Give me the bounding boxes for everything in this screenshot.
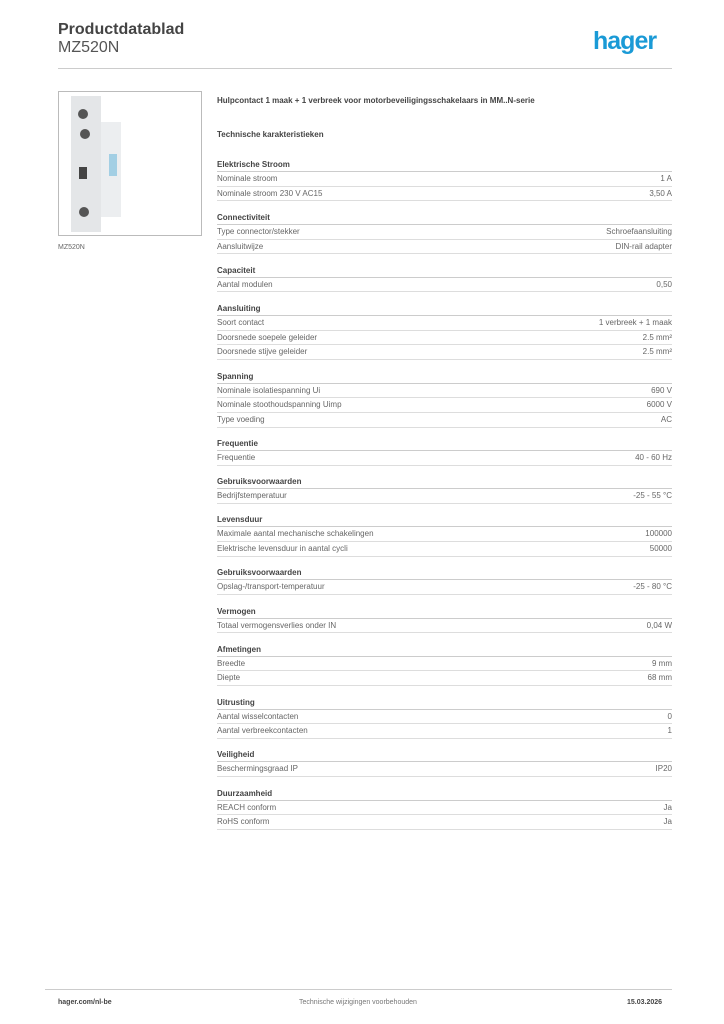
spec-value: Ja: [663, 817, 672, 827]
spec-label: Beschermingsgraad IP: [217, 764, 298, 774]
spec-label: Breedte: [217, 658, 246, 668]
tech-heading: Technische karakteristieken: [217, 130, 324, 139]
spec-label: Nominale stoothoudspanning Uimp: [217, 400, 342, 410]
spec-section: [217, 565, 672, 595]
spec-value: 0: [667, 711, 672, 721]
spec-value: 40 - 60 Hz: [635, 453, 672, 463]
spec-row: [217, 345, 672, 360]
spec-row: [217, 278, 672, 293]
spec-content: [217, 96, 672, 839]
product-description: Hulpcontact 1 maak + 1 verbreek voor motorbeveiligingsschakelaars in MM..N-serie: [217, 96, 535, 105]
spec-row: [217, 240, 672, 255]
spec-section: [217, 474, 672, 504]
footer-divider: [45, 989, 672, 990]
spec-value: 3,50 A: [649, 188, 672, 198]
spec-section: [217, 436, 672, 466]
section-heading: Duurzaamheid: [217, 786, 672, 801]
spec-row: [217, 619, 672, 634]
spec-row: [217, 815, 672, 830]
spec-row: [217, 172, 672, 187]
spec-value: -25 - 55 °C: [633, 491, 672, 501]
spec-value: 2.5 mm²: [642, 332, 672, 342]
spec-value: 0,04 W: [646, 620, 672, 630]
product-image: [58, 91, 202, 236]
spec-value: Schroefaansluiting: [606, 226, 672, 236]
section-heading: Spanning: [217, 369, 672, 384]
section-heading: Capaciteit: [217, 263, 672, 278]
section-heading: Vermogen: [217, 604, 672, 619]
spec-row: [217, 225, 672, 240]
spec-section: [217, 301, 672, 360]
spec-label: Bedrijfstemperatuur: [217, 491, 287, 501]
spec-label: Soort contact: [217, 317, 265, 327]
spec-label: Maximale aantal mechanische schakelingen: [217, 529, 374, 539]
spec-label: Nominale stroom: [217, 174, 278, 183]
spec-section: [217, 786, 672, 830]
spec-value: 50000: [649, 544, 672, 554]
spec-row: [217, 801, 672, 816]
header-divider: [58, 68, 672, 69]
spec-label: Nominale isolatiespanning Ui: [217, 385, 321, 395]
spec-section: [217, 263, 672, 293]
spec-label: Totaal vermogensverlies onder IN: [217, 620, 337, 630]
spec-row: [217, 527, 672, 542]
product-code: MZ520N: [58, 39, 120, 56]
spec-label: Aantal modulen: [217, 279, 273, 289]
spec-row: [217, 671, 672, 686]
spec-label: Aantal wisselcontacten: [217, 711, 299, 721]
spec-row: [217, 762, 672, 777]
spec-label: Opslag-/transport-temperatuur: [217, 582, 325, 592]
section-heading: Aansluiting: [217, 301, 672, 316]
spec-value: 2.5 mm²: [642, 347, 672, 357]
spec-section: [217, 512, 672, 556]
spec-row: [217, 580, 672, 595]
spec-row: [217, 542, 672, 557]
footer-notice: Technische wijzigingen voorbehouden: [299, 999, 417, 1006]
spec-row: [217, 187, 672, 202]
spec-label: Frequentie: [217, 453, 256, 463]
spec-label: Type voeding: [217, 414, 265, 424]
spec-row: [217, 489, 672, 504]
spec-label: Aansluitwijze: [217, 241, 264, 251]
section-heading: Connectiviteit: [217, 210, 672, 225]
spec-label: REACH conform: [217, 802, 277, 812]
spec-section: [217, 604, 672, 634]
spec-row: [217, 316, 672, 331]
section-heading: Veiligheid: [217, 747, 672, 762]
spec-label: Elektrische levensduur in aantal cycli: [217, 544, 348, 554]
footer-date: 15.03.2026: [627, 999, 663, 1006]
spec-row: [217, 384, 672, 399]
spec-value: 9 mm: [652, 658, 672, 668]
spec-label: Diepte: [217, 673, 241, 683]
spec-value: 1 verbreek + 1 maak: [598, 317, 672, 327]
spec-section: [217, 157, 672, 201]
image-caption: MZ520N: [58, 244, 85, 251]
spec-label: RoHS conform: [217, 817, 270, 827]
spec-row: [217, 724, 672, 739]
spec-label: Doorsnede soepele geleider: [217, 332, 318, 342]
spec-label: Nominale stroom 230 V AC15: [217, 188, 323, 198]
spec-section: [217, 747, 672, 777]
spec-value: 1: [667, 726, 672, 736]
spec-row: [217, 331, 672, 346]
spec-row: [217, 657, 672, 672]
section-heading: Frequentie: [217, 436, 672, 451]
section-heading: Gebruiksvoorwaarden: [217, 565, 672, 580]
section-heading: Afmetingen: [217, 642, 672, 657]
footer-website[interactable]: hager.com/nl-be: [58, 999, 112, 1006]
spec-value: IP20: [655, 764, 672, 774]
spec-value: 68 mm: [647, 673, 672, 683]
page-title: Productdatablad: [58, 21, 185, 38]
spec-label: Type connector/stekker: [217, 226, 300, 236]
spec-value: Ja: [663, 802, 672, 812]
spec-section: [217, 642, 672, 686]
spec-value: 0,50: [656, 279, 672, 289]
spec-value: 6000 V: [646, 400, 672, 410]
spec-section: [217, 210, 672, 254]
spec-value: 1 A: [660, 174, 672, 183]
spec-label: Aantal verbreekcontacten: [217, 726, 308, 736]
spec-value: 690 V: [651, 385, 672, 395]
section-heading: Levensduur: [217, 512, 672, 527]
spec-row: [217, 451, 672, 466]
spec-section: [217, 369, 672, 428]
section-heading: Uitrusting: [217, 695, 672, 710]
spec-value: 100000: [645, 529, 672, 539]
spec-value: AC: [660, 414, 672, 424]
spec-value: DIN-rail adapter: [615, 241, 672, 251]
spec-row: [217, 398, 672, 413]
spec-section: [217, 695, 672, 739]
spec-row: [217, 413, 672, 428]
spec-value: -25 - 80 °C: [633, 582, 672, 592]
spec-row: [217, 710, 672, 725]
spec-label: Doorsnede stijve geleider: [217, 347, 308, 357]
section-heading: Gebruiksvoorwaarden: [217, 474, 672, 489]
section-heading: Elektrische Stroom: [217, 157, 672, 172]
hager-logo: hager: [593, 27, 657, 55]
